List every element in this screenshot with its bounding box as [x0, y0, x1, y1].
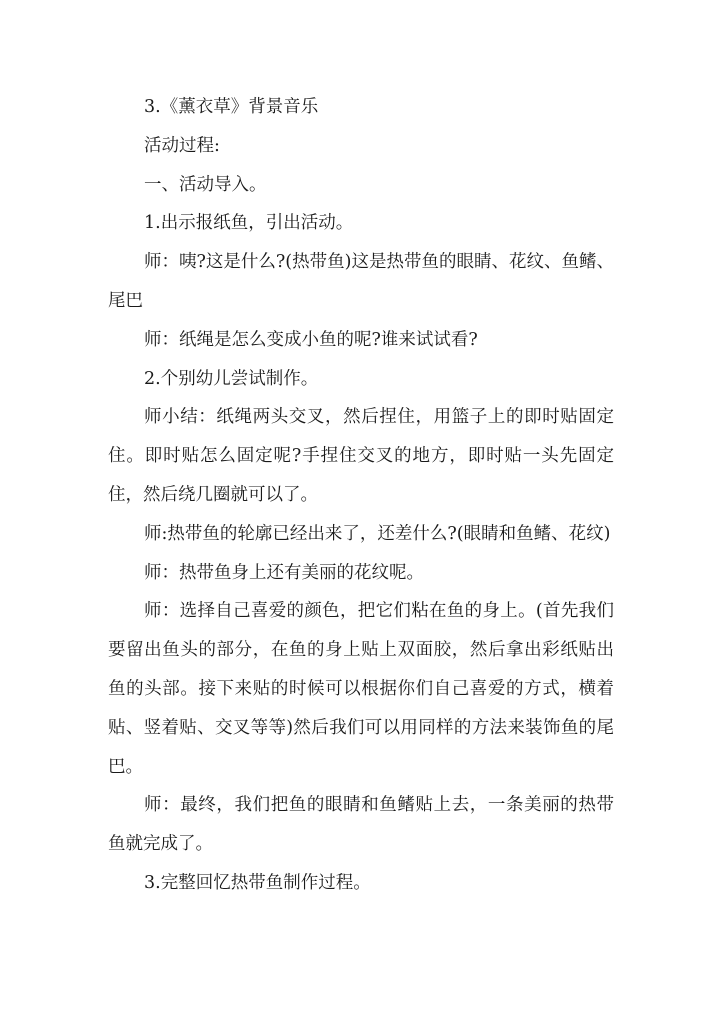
- paragraph-step-2: 2.个别幼儿尝试制作。: [144, 368, 319, 389]
- paragraph-process-heading: 活动过程:: [144, 135, 220, 156]
- document-page: [108, 88, 614, 903]
- paragraph-teacher-colors: 师：选择自己喜爱的颜色，把它们粘在鱼的身上。(首先我们要留出鱼头的部分，在鱼的身上贴上双面胶，然后拿出彩纸贴出鱼的头部。接下来贴的时候可以根据你们自己喜爱的方式，横着贴、竖着贴、交叉等等)然后我们可以用同样的方法来装饰鱼的尾巴。: [108, 601, 614, 777]
- paragraph-step-1: 1.出示报纸鱼，引出活动。: [144, 213, 354, 234]
- paragraph-music: 3.《薰衣草》背景音乐: [144, 97, 319, 117]
- paragraph-teacher-pattern: 师：热带鱼身上还有美丽的花纹呢。: [144, 562, 424, 583]
- paragraph-step-3: 3.完整回忆热带鱼制作过程。: [144, 872, 371, 893]
- paragraph-section-intro: 一、活动导入。: [144, 174, 267, 195]
- paragraph-teacher-outline: 师:热带鱼的轮廓已经出来了，还差什么?(眼睛和鱼鳍、花纹): [144, 523, 611, 544]
- paragraph-teacher-question: 师：咦?这是什么?(热带鱼)这是热带鱼的眼睛、花纹、鱼鳍、尾巴: [108, 252, 614, 311]
- paragraph-teacher-finish: 师：最终，我们把鱼的眼睛和鱼鳍贴上去，一条美丽的热带鱼就完成了。: [108, 795, 614, 855]
- paragraph-teacher-rope: 师：纸绳是怎么变成小鱼的呢?谁来试试看?: [144, 329, 478, 350]
- paragraph-teacher-summary: 师小结：纸绳两头交叉，然后捏住，用篮子上的即时贴固定住。即时贴怎么固定呢?手捏住交叉的地方，即时贴一头先固定住，然后绕几圈就可以了。: [108, 407, 614, 505]
